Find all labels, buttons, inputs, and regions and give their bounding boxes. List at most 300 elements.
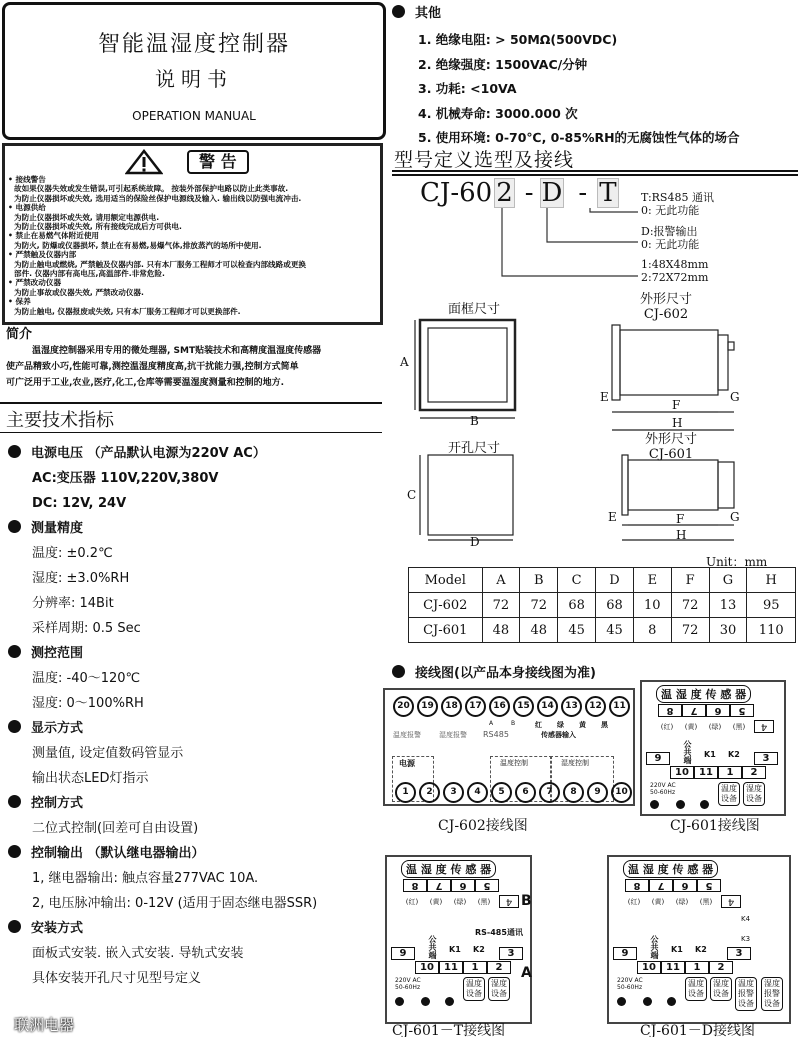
spec-section-title	[8, 641, 383, 666]
sensor-pin: 5	[730, 704, 754, 717]
table-cell: 10	[633, 593, 671, 618]
bullet-icon	[8, 520, 21, 533]
table-cell: 72	[520, 593, 558, 618]
terminal: 15	[513, 696, 534, 717]
warning-item-text: 为防止仪器损坏或失效, 请用额定电源供电.	[14, 212, 160, 222]
hum-alarm-label: 湿度报警	[439, 731, 467, 739]
k3-label: K3	[741, 935, 751, 943]
spec-section-title	[8, 791, 383, 816]
k1-label: K1	[449, 945, 461, 954]
device-label: 报警	[738, 989, 754, 998]
spec-line: DC: 12V, 24V	[32, 496, 127, 511]
label-g: G	[730, 510, 740, 524]
other-heading-text: 其他	[415, 6, 442, 21]
spec-line: 二位式控制(回差可自由设置)	[32, 821, 199, 836]
dimension-table	[408, 567, 796, 643]
dash: -	[578, 178, 588, 208]
warning-box	[2, 143, 383, 325]
wiring-heading-text: 接线图(以产品本身接线图为准)	[415, 666, 596, 681]
table-header-row	[409, 568, 796, 593]
device-label: 湿度	[746, 784, 762, 793]
supply-line: 220V AC	[617, 977, 643, 984]
device-label: 湿度	[764, 979, 780, 988]
sensor-pin: 8	[658, 704, 682, 717]
desc-line: 0: 无此功能	[641, 204, 700, 217]
wire-color: (黄)	[684, 723, 698, 731]
title-line: CJ-601	[648, 447, 694, 462]
intro-text	[6, 343, 321, 391]
k1-label: K1	[704, 750, 716, 759]
terminal: 5	[491, 782, 512, 803]
terminal: 9	[587, 782, 608, 803]
k2-label: K2	[728, 750, 740, 759]
sensor-pin: 7	[427, 879, 451, 892]
color-black: 黑	[601, 721, 608, 729]
terminal: 1	[718, 766, 742, 779]
dash: -	[524, 178, 534, 208]
cj601t-wiring-diagram	[385, 855, 532, 1024]
warning-triangle-icon	[125, 149, 163, 175]
terminal: 4	[467, 782, 488, 803]
terminal: 17	[465, 696, 486, 717]
label-e: E	[600, 390, 609, 404]
terminal: 1	[685, 961, 709, 974]
sensor-label: 温 湿 度 传 感 器	[656, 685, 751, 703]
title-line: CJ-602	[643, 307, 689, 322]
spec-section-title	[8, 916, 383, 941]
supply-label	[395, 977, 421, 991]
table-cell: G	[709, 568, 747, 593]
terminal-row	[637, 961, 733, 974]
sensor-pins	[658, 704, 754, 717]
terminal-dot	[643, 997, 652, 1006]
warning-item-heading: • 接线警告	[8, 175, 46, 184]
cj602-wiring-diagram	[383, 688, 635, 806]
terminal: 9	[391, 947, 415, 960]
unit-label: Unit：mm	[706, 555, 768, 569]
terminal: 11	[439, 961, 463, 974]
table-cell: C	[558, 568, 596, 593]
a-label: A	[521, 965, 532, 981]
device-label: 设备	[738, 999, 754, 1008]
table-cell: 68	[558, 593, 596, 618]
terminal: 7	[539, 782, 560, 803]
table-cell: D	[596, 568, 634, 593]
sensor-input-label: 传感器输入	[541, 731, 576, 739]
comm-code: T	[599, 178, 617, 208]
title-line: 外形尺寸	[640, 292, 693, 307]
panel-title: 面框尺寸	[448, 302, 501, 317]
other-heading	[392, 2, 441, 21]
a-label: A	[489, 720, 494, 727]
size-code: 2	[496, 178, 513, 208]
spec-line: 湿度: 0～100%RH	[32, 696, 144, 711]
spec-title-text: 控制方式	[31, 796, 84, 811]
terminal: 10	[670, 766, 694, 779]
terminal: 11	[661, 961, 685, 974]
terminal: 10	[415, 961, 439, 974]
terminal: 10	[611, 782, 632, 803]
bullet-icon	[392, 665, 405, 678]
size-desc	[641, 258, 708, 284]
terminal: 9	[613, 947, 637, 960]
table-cell: B	[520, 568, 558, 593]
label-d: D	[470, 535, 480, 549]
warning-item-heading: • 严禁改动仪器	[8, 278, 62, 288]
spec-line: 测量值, 设定值数码管显示	[32, 746, 184, 761]
other-list	[418, 28, 740, 151]
label-g: G	[730, 390, 740, 404]
wire-color: (绿)	[453, 898, 467, 906]
sensor-pin: 6	[451, 879, 475, 892]
device-label: 设备	[764, 999, 780, 1008]
spec-section-title	[8, 841, 383, 866]
supply-line: 50-60Hz	[617, 984, 643, 991]
terminal: 2	[419, 782, 440, 803]
device-label: 设备	[491, 989, 507, 998]
spec-line: 温度: ±0.2℃	[32, 546, 113, 561]
supply-line: 220V AC	[650, 782, 676, 789]
comm-desc	[641, 191, 714, 217]
sensor-pins	[403, 879, 499, 892]
intro-line: 可广泛用于工业,农业,医疗,化工,仓库等需要温湿度测量和控制的地方.	[6, 378, 285, 388]
warning-item-text: 为防止仪器损坏或失效, 所有接线完成后方可供电.	[14, 222, 182, 232]
supply-line: 220V AC	[395, 977, 421, 984]
device-label: 温度	[721, 784, 737, 793]
spec-line: 采样周期: 0.5 Sec	[32, 621, 141, 636]
bullet-icon	[8, 445, 21, 458]
cj601t-caption: CJ-601－T接线图	[392, 1023, 506, 1037]
sensor-pin: 6	[706, 704, 730, 717]
model-heading: 型号定义选型及接线	[394, 149, 575, 171]
device-box	[488, 977, 510, 1001]
bullet-icon	[8, 845, 21, 858]
terminal: 2	[709, 961, 733, 974]
device-label: 温度	[738, 979, 754, 988]
device-box	[710, 977, 732, 1001]
warning-item-text: 为防止仪器损坏或失效, 选用适当的保险丝保护电源线及输入. 输出线以防强电流冲击.	[14, 193, 302, 203]
sensor-colors	[401, 897, 495, 907]
device-label: 温度	[466, 979, 482, 988]
terminal: 20	[393, 696, 414, 717]
spec-title-text: 测量精度	[31, 521, 84, 536]
terminal: 16	[489, 696, 510, 717]
wire-color: (黑)	[732, 723, 746, 731]
terminal-dot	[617, 997, 626, 1006]
terminal-dot	[676, 800, 685, 809]
terminal: 3	[499, 947, 523, 960]
label-a: A	[400, 355, 409, 369]
terminal: 3	[443, 782, 464, 803]
device-box	[743, 782, 765, 806]
terminal-row	[415, 961, 511, 974]
table-cell: 72	[671, 618, 709, 643]
terminal-row	[670, 766, 766, 779]
spec-title-text: 电源电压 （产品默认电源为220V AC）	[31, 446, 266, 461]
terminal-dot	[421, 997, 430, 1006]
k4-label: K4	[741, 915, 751, 923]
rs485-label: RS485	[483, 730, 509, 739]
spec-title-text: 控制输出 （默认继电器输出）	[31, 846, 205, 861]
spec-line: AC:变压器 110V,220V,380V	[32, 471, 219, 486]
terminal-dot	[445, 997, 454, 1006]
table-cell: 30	[709, 618, 747, 643]
english-title: OPERATION MANUAL	[132, 109, 256, 123]
temp-control-label: 温度控制	[500, 759, 528, 767]
wiring-heading	[392, 662, 596, 681]
terminal: 1	[463, 961, 487, 974]
specs-list	[8, 441, 383, 991]
cutout-outline	[428, 455, 513, 535]
sensor-pin: 7	[682, 704, 706, 717]
device-label: 湿度	[713, 979, 729, 988]
terminal: 10	[637, 961, 661, 974]
common-label: 公共端	[428, 935, 437, 959]
other-item: 4. 机械寿命: 3000.000 次	[418, 105, 578, 121]
sensor-pin: 8	[625, 879, 649, 892]
sensor-label: 温 湿 度 传 感 器	[401, 860, 496, 878]
supply-line: 50-60Hz	[650, 789, 676, 796]
watermark: 联洲电器	[14, 1016, 75, 1034]
wire-color: (黑)	[699, 898, 713, 906]
warning-item-heading: • 严禁触及仪器内部	[8, 250, 77, 260]
warning-item-text: 为防火, 防爆或仪器损坏, 禁止在有易燃,易爆气体,排放蒸汽的场所中使用.	[14, 240, 262, 250]
outline-602-title	[640, 292, 692, 322]
common-label: 公共端	[650, 935, 659, 959]
table-cell: 72	[671, 593, 709, 618]
wire-color: (黄)	[429, 898, 443, 906]
power-label: 电源	[399, 759, 415, 768]
k2-label: K2	[695, 945, 707, 954]
spec-title-text: 显示方式	[31, 721, 84, 736]
device-label: 报警	[764, 989, 780, 998]
supply-line: 50-60Hz	[395, 984, 421, 991]
device-box	[761, 977, 783, 1011]
spec-line: 2, 电压脉冲输出: 0-12V (适用于固态继电器SSR)	[32, 896, 318, 911]
device-label: 设备	[466, 989, 482, 998]
warning-label: 警 告	[187, 150, 249, 174]
title-box	[2, 2, 386, 140]
table-cell: F	[671, 568, 709, 593]
table-cell: 13	[709, 593, 747, 618]
color-yellow: 黄	[579, 721, 586, 729]
terminal: 2	[487, 961, 511, 974]
intro-line: 温湿度控制器采用专用的微处理器, SMT贴装技术和高精度温湿度传感器	[32, 346, 322, 356]
title-line: 外形尺寸	[645, 432, 698, 447]
device-box	[735, 977, 757, 1011]
spec-title-text: 安装方式	[31, 921, 84, 936]
divider	[0, 432, 382, 433]
hum-control-label: 湿度控制	[561, 759, 589, 767]
warning-item-heading: • 保养	[8, 297, 31, 307]
terminal: 1	[395, 782, 416, 803]
k1-label: K1	[671, 945, 683, 954]
spec-line: 具体安装开孔尺寸见型号定义	[32, 971, 202, 986]
cj601d-wiring-diagram	[607, 855, 791, 1024]
sensor-pin: 4	[721, 895, 741, 908]
desc-line: D:报警输出	[641, 225, 698, 238]
warning-item-text: 为防止触电或燃烧, 严禁触及仪器内部. 只有本厂服务工程师才可以检查内部线路或更换	[14, 259, 307, 269]
table-row	[409, 593, 796, 618]
bullet-icon	[392, 5, 405, 18]
intro-line: 使产品精致小巧,性能可靠,测控温湿度精度高,抗干扰能力强,控制方式简单	[6, 362, 299, 372]
device-label: 设备	[713, 989, 729, 998]
device-label: 设备	[688, 989, 704, 998]
sensor-pin: 4	[754, 720, 774, 733]
table-cell: 72	[482, 593, 520, 618]
table-row	[409, 618, 796, 643]
spec-line: 湿度: ±3.0%RH	[32, 571, 130, 586]
bullet-icon	[8, 920, 21, 933]
intro-heading: 简介	[6, 327, 33, 342]
bullet-icon	[8, 720, 21, 733]
desc-line: 1:48X48mm	[641, 258, 709, 271]
table-cell: 48	[520, 618, 558, 643]
supply-label	[617, 977, 643, 991]
desc-line: T:RS485 通讯	[641, 191, 714, 204]
sensor-pin: 4	[499, 895, 519, 908]
device-box	[685, 977, 707, 1001]
label-f: F	[672, 398, 681, 412]
desc-line: 0: 无此功能	[641, 238, 700, 251]
bullet-icon	[8, 645, 21, 658]
terminal: 6	[515, 782, 536, 803]
terminal: 2	[742, 766, 766, 779]
table-cell: 8	[633, 618, 671, 643]
warning-item-text: 部件. 仪器内部有高电压,高温部件.非常危险.	[14, 269, 165, 279]
sensor-pin: 5	[697, 879, 721, 892]
alarm-code: D	[541, 178, 563, 208]
spec-section-title	[8, 516, 383, 541]
table-cell: 110	[747, 618, 796, 643]
b-label: B	[521, 893, 532, 909]
sensor-pin: 7	[649, 879, 673, 892]
model-prefix: CJ-60	[420, 178, 493, 208]
sensor-pin: 8	[403, 879, 427, 892]
terminal: 11	[694, 766, 718, 779]
cj601d-caption: CJ-601－D接线图	[640, 1023, 756, 1037]
device-label: 湿度	[491, 979, 507, 988]
label-c: C	[407, 488, 417, 502]
common-label: 公共端	[683, 740, 692, 764]
outline-601-title	[645, 432, 697, 462]
terminal: 19	[417, 696, 438, 717]
temp-alarm-label: 温度报警	[393, 731, 421, 739]
terminal: 14	[537, 696, 558, 717]
spec-line: 1, 继电器输出: 触点容量277VAC 10A.	[32, 871, 259, 886]
wire-color: (黄)	[651, 898, 665, 906]
k2-label: K2	[473, 945, 485, 954]
warning-item-text: 为防止事故或仪器失效, 严禁改动仪器.	[14, 287, 144, 297]
terminal-dot	[700, 800, 709, 809]
table-cell: Model	[409, 568, 483, 593]
terminal: 9	[646, 752, 670, 765]
table-cell: A	[482, 568, 520, 593]
table-cell: 45	[596, 618, 634, 643]
wire-color: (黑)	[477, 898, 491, 906]
table-cell: 95	[747, 593, 796, 618]
specs-heading: 主要技术指标	[6, 410, 114, 431]
table-cell: E	[633, 568, 671, 593]
warning-item-text: 故如果仪器失效或发生错误,可引起系统故障。 按装外部保护电路以防止此类事故.	[14, 184, 289, 194]
table-cell: 48	[482, 618, 520, 643]
device-label: 温度	[688, 979, 704, 988]
cutout-title: 开孔尺寸	[448, 441, 501, 456]
model-code	[390, 170, 800, 282]
alarm-desc	[641, 225, 699, 251]
supply-label	[650, 782, 676, 796]
spec-line: 输出状态LED灯指示	[32, 771, 149, 786]
wire-color: (绿)	[708, 723, 722, 731]
other-item: 2. 绝缘强度: 1500VAC/分钟	[418, 56, 588, 72]
label-f: F	[676, 512, 685, 526]
warning-list	[8, 175, 306, 316]
warning-item-heading: • 电源供给	[8, 203, 46, 213]
table-cell: CJ-601	[409, 618, 483, 643]
sensor-pin: 5	[475, 879, 499, 892]
table-cell: H	[747, 568, 796, 593]
label-h: H	[672, 416, 683, 430]
label-h: H	[676, 528, 687, 542]
wire-color: (红)	[405, 898, 419, 906]
warning-item-text: 为防止触电, 仪器报废或失效, 只有本厂服务工程师才可以更换部件.	[14, 306, 241, 316]
cj602-caption: CJ-602接线图	[438, 818, 528, 834]
spec-line: 分辨率: 14Bit	[32, 596, 114, 611]
wire-color: (红)	[627, 898, 641, 906]
spec-line: 面板式安装. 嵌入式安装. 导轨式安装	[32, 946, 244, 961]
sensor-pin: 6	[673, 879, 697, 892]
terminal: 12	[585, 696, 606, 717]
color-green: 绿	[557, 721, 564, 729]
wire-color: (红)	[660, 723, 674, 731]
sensor-colors	[623, 897, 717, 907]
table-cell: 68	[596, 593, 634, 618]
terminal-dot	[650, 800, 659, 809]
terminal-dot	[395, 997, 404, 1006]
panel-frame	[420, 320, 515, 410]
bullet-icon	[8, 795, 21, 808]
other-item: 5. 使用环境: 0-70℃, 0-85%RH的无腐蚀性气体的场合	[418, 130, 740, 145]
desc-line: 2:72X72mm	[641, 271, 709, 284]
terminal: 11	[609, 696, 630, 717]
label-e: E	[608, 510, 617, 524]
sensor-colors	[656, 722, 750, 732]
spec-section-title	[8, 716, 383, 741]
terminal: 3	[727, 947, 751, 960]
terminal-dot	[667, 997, 676, 1006]
device-box	[718, 782, 740, 806]
warning-item-heading: • 禁止在易燃气体附近使用	[8, 231, 100, 241]
table-cell: 45	[558, 618, 596, 643]
wire-color: (绿)	[675, 898, 689, 906]
terminal: 8	[563, 782, 584, 803]
device-box	[463, 977, 485, 1001]
label-b: B	[470, 414, 479, 428]
terminal: 13	[561, 696, 582, 717]
terminal: 18	[441, 696, 462, 717]
device-label: 设备	[721, 794, 737, 803]
title: 智能温湿度控制器	[97, 32, 290, 57]
model-code-row	[420, 178, 619, 208]
table-cell: CJ-602	[409, 593, 483, 618]
rs485-label: RS-485通讯	[475, 928, 523, 937]
color-red: 红	[535, 721, 542, 729]
b-label: B	[511, 720, 516, 727]
spec-section-title	[8, 441, 383, 466]
sensor-label: 温 湿 度 传 感 器	[623, 860, 718, 878]
terminal: 3	[754, 752, 778, 765]
other-item: 1. 绝缘电阻: > 50MΩ(500VDC)	[418, 32, 618, 47]
